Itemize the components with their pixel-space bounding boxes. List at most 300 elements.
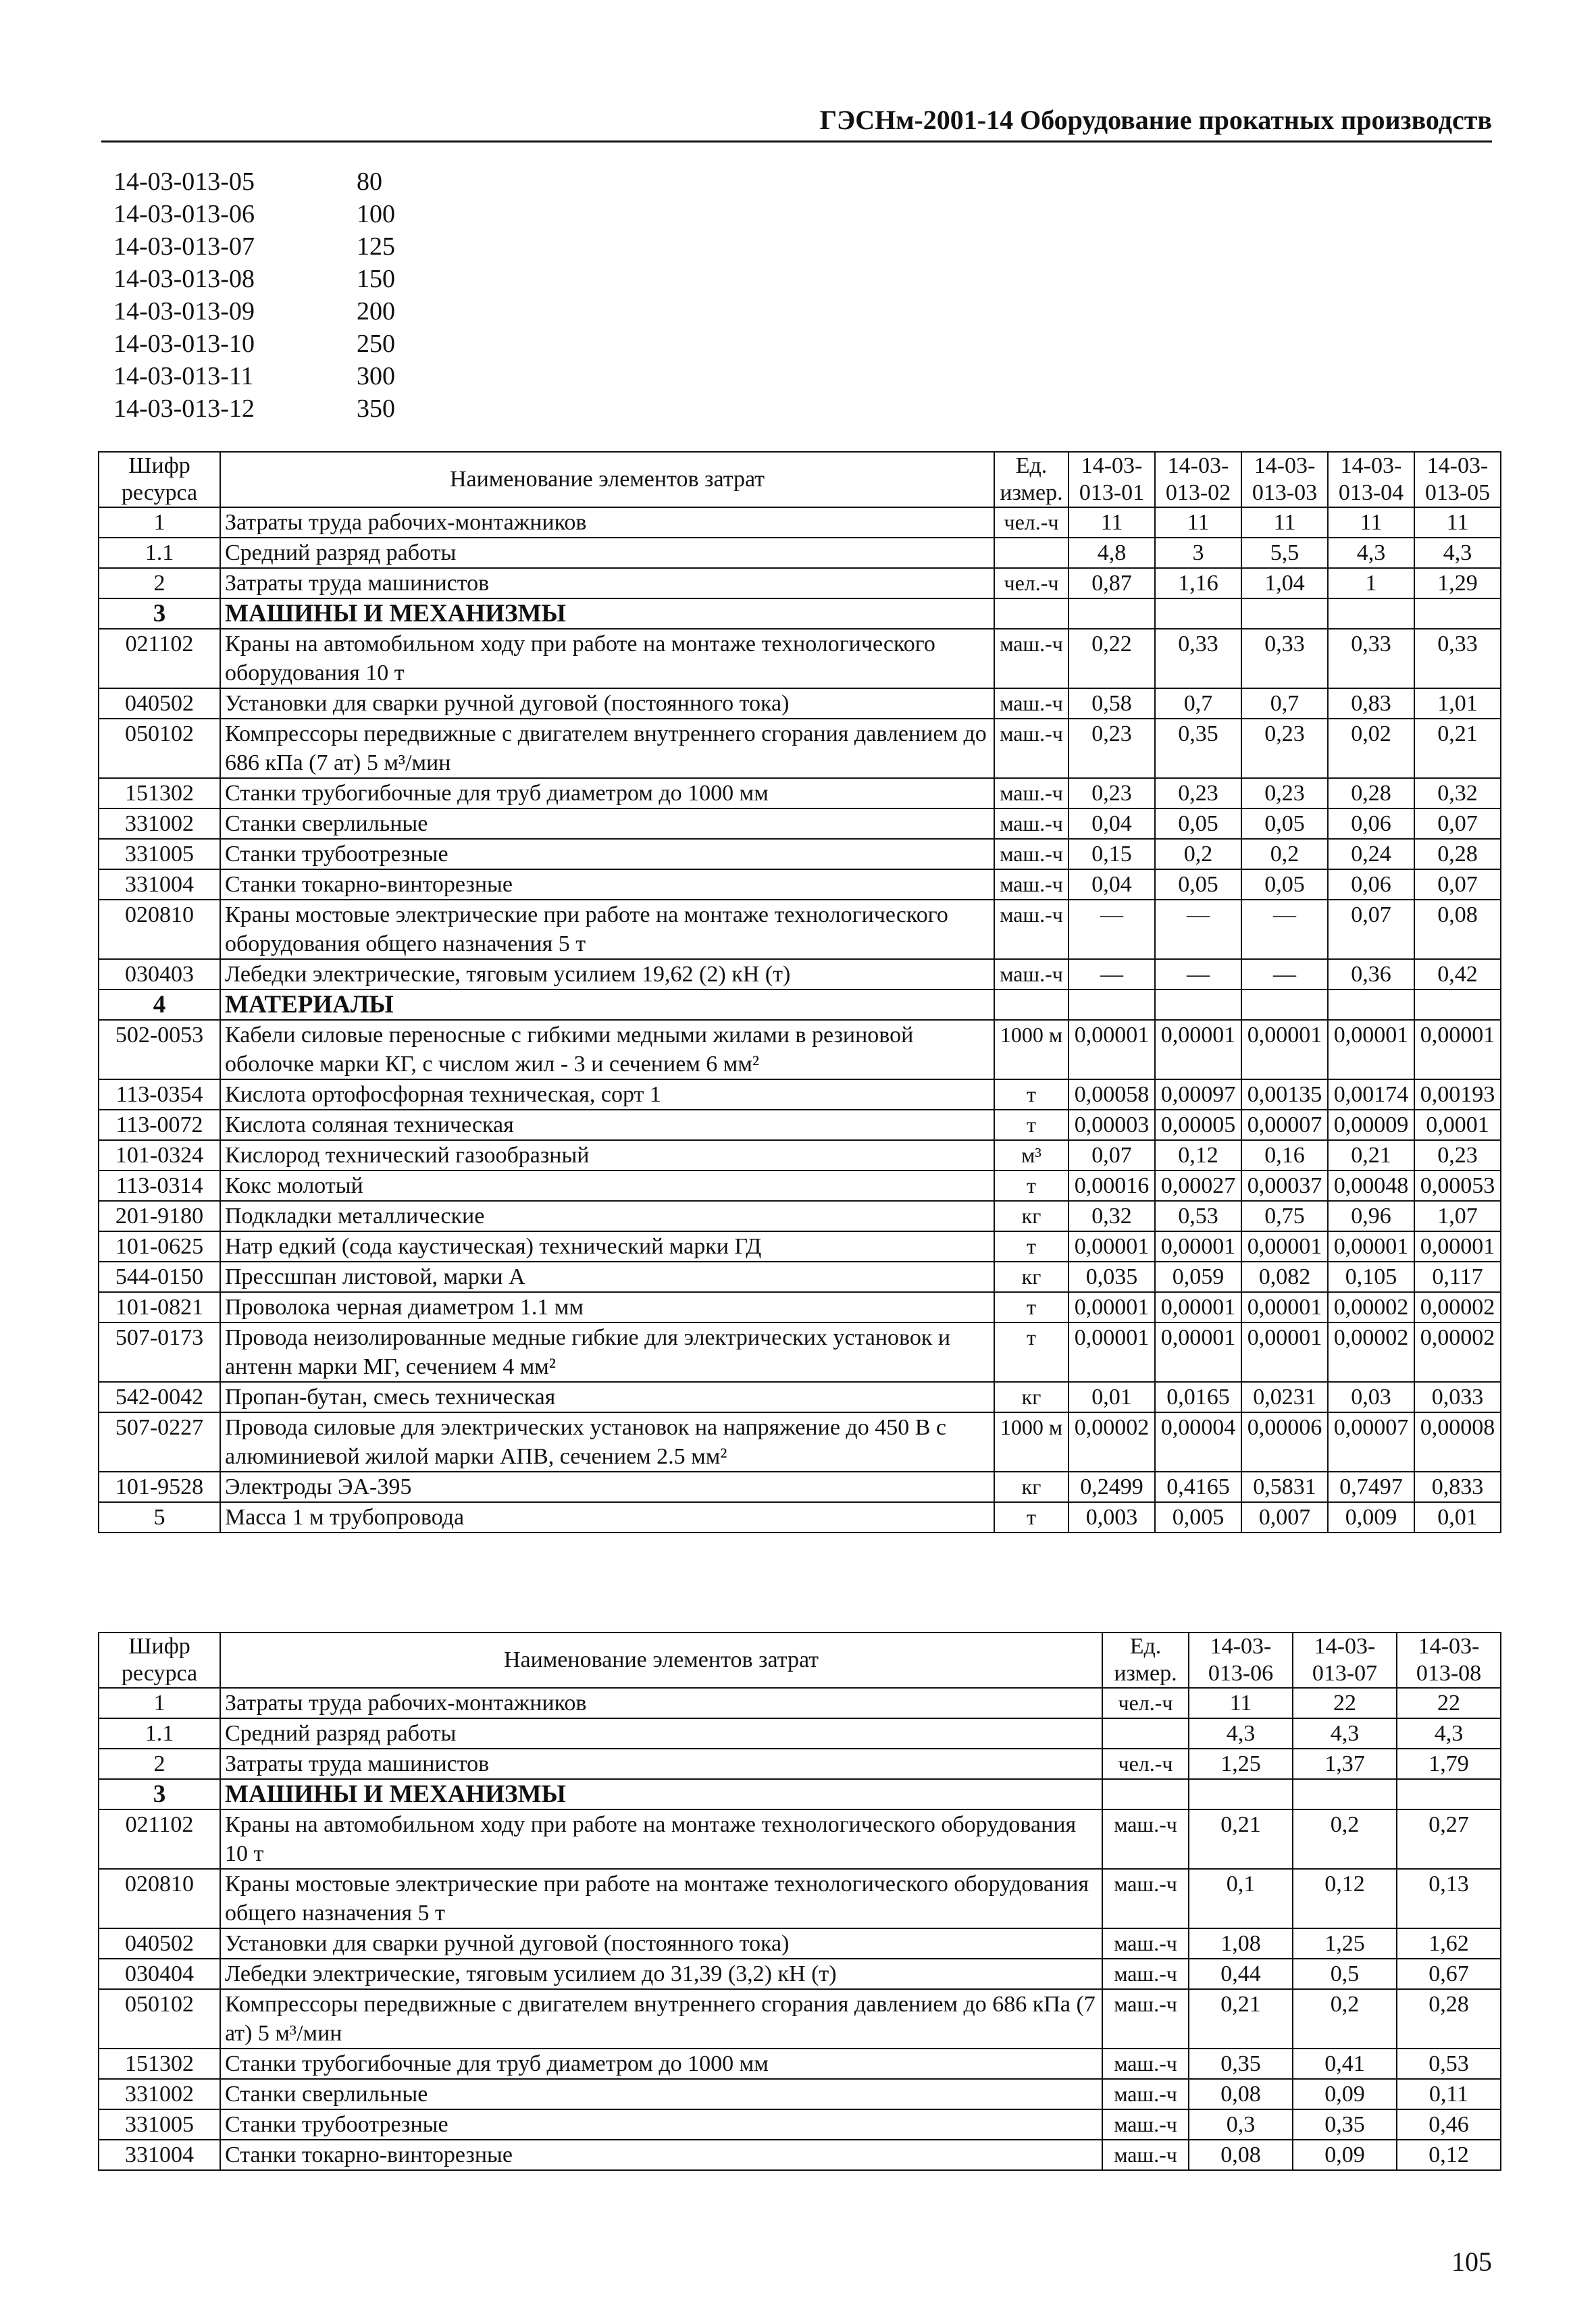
unit-cell: кг [994,1201,1069,1231]
table-row [99,538,1501,568]
resource-code: 502-0053 [99,1020,220,1079]
value-cell: 0,00002 [1328,1292,1414,1322]
code-label: 14-03-013-09 [113,297,255,326]
header-col: 14-03-013-02 [1155,452,1241,507]
value-cell: 0,09 [1293,2079,1397,2109]
value-cell: 0,24 [1328,839,1414,869]
value-cell: 0,833 [1414,1472,1501,1502]
header-code: Шифр ресурса [99,1632,220,1688]
unit-cell: кг [994,1472,1069,1502]
unit-cell: маш.-ч [1102,1869,1189,1928]
resource-code: 544-0150 [99,1262,220,1292]
resource-name: Кокс молотый [220,1171,994,1201]
value-cell: 0,7497 [1328,1472,1414,1502]
value-cell: 0,05 [1155,808,1241,839]
code-label: 14-03-013-11 [113,362,254,390]
value-cell: 0,28 [1397,1989,1501,2049]
value-cell: 0,46 [1397,2109,1501,2140]
value-cell: 4,3 [1328,538,1414,568]
value-cell: 0,41 [1293,2049,1397,2079]
code-row [113,263,395,295]
resource-name: Электроды ЭА-395 [220,1472,994,1502]
value-cell: 0,1 [1189,1869,1293,1928]
table-row [99,2109,1501,2140]
unit-cell: маш.-ч [1102,2140,1189,2170]
value-cell: 0,4165 [1155,1472,1241,1502]
value-cell: 0,00048 [1328,1171,1414,1201]
code-row [113,328,395,360]
code-label: 14-03-013-06 [113,200,255,228]
value-cell: 0,105 [1328,1262,1414,1292]
value-cell: 0,42 [1414,959,1501,989]
value-cell: 0,003 [1069,1502,1155,1533]
value-cell: 0,75 [1241,1201,1328,1231]
table-row [99,989,1501,1020]
value-cell [1069,989,1155,1020]
resource-code: 507-0173 [99,1322,220,1382]
table-row [99,1382,1501,1412]
unit-cell [994,538,1069,568]
value-cell: 1,25 [1293,1928,1397,1959]
table-body [99,1688,1501,2170]
resource-code: 021102 [99,629,220,688]
resource-name: Провода силовые для электрических установок на напряжение до 450 В с алюминиевой жилой марки АПВ, сечением 2.5 мм² [220,1412,994,1472]
unit-cell: кг [994,1382,1069,1412]
resource-code: 331005 [99,839,220,869]
resource-table-2 [98,1632,1501,2171]
value-cell: — [1155,900,1241,959]
value-cell: 0,06 [1328,808,1414,839]
resource-name: Станки токарно-винторезные [220,2140,1102,2170]
value-cell: 0,00097 [1155,1079,1241,1110]
value-cell: 0,02 [1328,719,1414,778]
resource-code: 020810 [99,900,220,959]
value-cell: 0,11 [1397,2079,1501,2109]
value-cell: 0,00007 [1241,1110,1328,1140]
value-cell: 0,04 [1069,808,1155,839]
value-cell: — [1155,959,1241,989]
value-cell: 0,00001 [1155,1231,1241,1262]
resource-code: 331005 [99,2109,220,2140]
value-cell: 0,27 [1397,1809,1501,1869]
code-value-list [113,165,395,425]
value-cell: 0,00005 [1155,1110,1241,1140]
resource-table-1 [98,451,1501,1533]
value-cell [1189,1779,1293,1809]
resource-code: 040502 [99,1928,220,1959]
value-cell: 4,8 [1069,538,1155,568]
resource-code: 101-0324 [99,1140,220,1171]
resource-name: Краны на автомобильном ходу при работе на монтаже технологического оборудования 10 т [220,1809,1102,1869]
value-cell: 0,32 [1414,778,1501,808]
resource-name: Станки трубоотрезные [220,839,994,869]
unit-cell: чел.-ч [994,507,1069,538]
resource-code: 1.1 [99,1718,220,1749]
table-row [99,778,1501,808]
value-cell: 0,44 [1189,1959,1293,1989]
table-row [99,1779,1501,1809]
resource-name: Кислород технический газообразный [220,1140,994,1171]
value-cell: 0,00002 [1069,1412,1155,1472]
value-cell: 0,00001 [1414,1231,1501,1262]
unit-cell: маш.-ч [994,778,1069,808]
resource-code: 050102 [99,1989,220,2049]
resource-name: Станки сверлильные [220,2079,1102,2109]
table-row [99,1110,1501,1140]
resource-code: 3 [99,1779,220,1809]
table-row [99,1959,1501,1989]
value-cell: 1,29 [1414,568,1501,598]
unit-cell: чел.-ч [994,568,1069,598]
header-col: 14-03-013-04 [1328,452,1414,507]
value-cell: 11 [1155,507,1241,538]
value-cell: 0,082 [1241,1262,1328,1292]
header-col: 14-03-013-01 [1069,452,1155,507]
unit-cell: маш.-ч [994,719,1069,778]
value-cell: 0,13 [1397,1869,1501,1928]
value-cell [1241,989,1328,1020]
value-cell: 3 [1155,538,1241,568]
code-value: 300 [357,362,395,390]
resource-name: Проволока черная диаметром 1.1 мм [220,1292,994,1322]
resource-code: 331002 [99,2079,220,2109]
value-cell: 0,08 [1189,2079,1293,2109]
value-cell: 0,7 [1241,688,1328,719]
resource-name: Прессшпан листовой, марки А [220,1262,994,1292]
resource-name: Провода неизолированные медные гибкие для электрических установок и антенн марки МГ, сечением 4 мм² [220,1322,994,1382]
value-cell: 0,21 [1414,719,1501,778]
value-cell: 1,07 [1414,1201,1501,1231]
resource-name: Станки сверлильные [220,808,994,839]
resource-name: Кислота ортофосфорная техническая, сорт 1 [220,1079,994,1110]
table-row [99,1262,1501,1292]
value-cell: 0,05 [1241,808,1328,839]
value-cell: 0,00002 [1328,1322,1414,1382]
value-cell: 0,33 [1414,629,1501,688]
value-cell: 0,059 [1155,1262,1241,1292]
value-cell: 0,21 [1328,1140,1414,1171]
value-cell: 0,00037 [1241,1171,1328,1201]
resource-name: Лебедки электрические, тяговым усилием до 31,39 (3,2) кН (т) [220,1959,1102,1989]
unit-cell: маш.-ч [994,629,1069,688]
value-cell: 0,15 [1069,839,1155,869]
value-cell: 0,28 [1328,778,1414,808]
value-cell: 0,12 [1155,1140,1241,1171]
resource-code: 331004 [99,869,220,900]
value-cell: 0,00007 [1328,1412,1414,1472]
resource-name: Кабели силовые переносные с гибкими медными жилами в резиновой оболочке марки КГ, с числом жил - 3 и сечением 6 мм² [220,1020,994,1079]
unit-cell: т [994,1502,1069,1533]
unit-cell [994,989,1069,1020]
value-cell: 0,0165 [1155,1382,1241,1412]
resource-name: МАТЕРИАЛЫ [220,989,994,1020]
table-body [99,507,1501,1533]
value-cell: 0,05 [1241,869,1328,900]
code-row [113,360,395,392]
value-cell: 0,53 [1155,1201,1241,1231]
resource-code: 201-9180 [99,1201,220,1231]
code-value: 80 [357,168,382,196]
table-header-row [99,452,1501,507]
value-cell: 0,00001 [1414,1020,1501,1079]
value-cell: 1,04 [1241,568,1328,598]
table-row [99,808,1501,839]
code-label: 14-03-013-05 [113,168,255,196]
code-label: 14-03-013-12 [113,394,255,423]
value-cell [1397,1779,1501,1809]
resource-name: Краны мостовые электрические при работе на монтаже технологического оборудования общего назначения 5 т [220,1869,1102,1928]
code-label: 14-03-013-07 [113,232,255,261]
table-row [99,598,1501,629]
code-value: 100 [357,200,395,228]
value-cell: 0,33 [1155,629,1241,688]
value-cell: 0,23 [1414,1140,1501,1171]
value-cell: 0,23 [1241,719,1328,778]
unit-cell: маш.-ч [1102,2049,1189,2079]
value-cell [1293,1779,1397,1809]
value-cell: 0,22 [1069,629,1155,688]
value-cell: 0,23 [1069,719,1155,778]
value-cell: 0,5 [1293,1959,1397,1989]
resource-code: 507-0227 [99,1412,220,1472]
unit-cell: маш.-ч [1102,1989,1189,2049]
value-cell: 0,00001 [1328,1020,1414,1079]
value-cell: 1,16 [1155,568,1241,598]
value-cell: 4,3 [1414,538,1501,568]
resource-name: Краны на автомобильном ходу при работе на монтаже технологического оборудования 10 т [220,629,994,688]
resource-name: МАШИНЫ И МЕХАНИЗМЫ [220,1779,1102,1809]
value-cell: 0,035 [1069,1262,1155,1292]
value-cell [1155,598,1241,629]
table-row [99,688,1501,719]
value-cell: 0,0231 [1241,1382,1328,1412]
unit-cell: маш.-ч [1102,1959,1189,1989]
value-cell: 11 [1328,507,1414,538]
unit-cell: т [994,1079,1069,1110]
value-cell: 11 [1414,507,1501,538]
value-cell: 0,07 [1414,869,1501,900]
table-row [99,1869,1501,1928]
table-row [99,1292,1501,1322]
table-row [99,1928,1501,1959]
resource-name: Затраты труда рабочих-монтажников [220,1688,1102,1718]
code-value: 250 [357,330,395,358]
value-cell: — [1241,900,1328,959]
value-cell: 0,12 [1293,1869,1397,1928]
table-row [99,869,1501,900]
value-cell: 0,23 [1241,778,1328,808]
value-cell: 0,00004 [1155,1412,1241,1472]
value-cell: 0,00001 [1241,1322,1328,1382]
value-cell: 0,2499 [1069,1472,1155,1502]
resource-name: МАШИНЫ И МЕХАНИЗМЫ [220,598,994,629]
value-cell: — [1069,959,1155,989]
table-row [99,1079,1501,1110]
table-row [99,1688,1501,1718]
value-cell [1414,989,1501,1020]
table-row [99,839,1501,869]
table-row [99,1989,1501,2049]
value-cell: 0,07 [1069,1140,1155,1171]
resource-name: Компрессоры передвижные с двигателем внутреннего сгорания давлением до 686 кПа (7 ат) 5 м³/мин [220,719,994,778]
resource-name: Кислота соляная техническая [220,1110,994,1140]
table-row [99,1140,1501,1171]
resource-name: Масса 1 м трубопровода [220,1502,994,1533]
value-cell: 0,07 [1414,808,1501,839]
unit-cell: т [994,1292,1069,1322]
value-cell: 1,79 [1397,1749,1501,1779]
code-label: 14-03-013-10 [113,330,255,358]
resource-code: 101-9528 [99,1472,220,1502]
value-cell: 11 [1069,507,1155,538]
resource-name: Установки для сварки ручной дуговой (постоянного тока) [220,1928,1102,1959]
table-header-row [99,1632,1501,1688]
unit-cell [1102,1779,1189,1809]
resource-code: 021102 [99,1809,220,1869]
value-cell: 0,07 [1328,900,1414,959]
unit-cell: маш.-ч [994,900,1069,959]
resource-name: Станки трубогибочные для труб диаметром до 1000 мм [220,2049,1102,2079]
value-cell: 0,00058 [1069,1079,1155,1110]
value-cell: 0,35 [1293,2109,1397,2140]
value-cell: 1,62 [1397,1928,1501,1959]
value-cell: — [1069,900,1155,959]
header-title: ГЭСНм-2001-14 Оборудование прокатных производств [819,105,1492,135]
value-cell: 0,01 [1069,1382,1155,1412]
value-cell: 0,7 [1155,688,1241,719]
value-cell: 1 [1328,568,1414,598]
value-cell: 0,00135 [1241,1079,1328,1110]
value-cell: 0,007 [1241,1502,1328,1533]
resource-code: 542-0042 [99,1382,220,1412]
table-row [99,1171,1501,1201]
header-col: 14-03-013-05 [1414,452,1501,507]
table-row [99,1718,1501,1749]
unit-cell: м³ [994,1140,1069,1171]
table-row [99,1201,1501,1231]
value-cell: 0,32 [1069,1201,1155,1231]
unit-cell: маш.-ч [1102,2109,1189,2140]
unit-cell: маш.-ч [1102,2079,1189,2109]
resource-name: Затраты труда машинистов [220,1749,1102,1779]
table-row [99,1502,1501,1533]
resource-name: Компрессоры передвижные с двигателем внутреннего сгорания давлением до 686 кПа (7 ат) 5 м³/мин [220,1989,1102,2049]
resource-name: Натр едкий (сода каустическая) технический марки ГД [220,1231,994,1262]
value-cell: 0,00001 [1241,1231,1328,1262]
value-cell: 0,00002 [1414,1322,1501,1382]
resource-code: 030403 [99,959,220,989]
value-cell: 0,03 [1328,1382,1414,1412]
resource-name: Средний разряд работы [220,538,994,568]
table-row [99,1020,1501,1079]
resource-code: 3 [99,598,220,629]
code-value: 350 [357,394,395,423]
resource-name: Затраты труда машинистов [220,568,994,598]
header-name: Наименование элементов затрат [220,1632,1102,1688]
unit-cell: маш.-ч [1102,1928,1189,1959]
resource-name: Подкладки металлические [220,1201,994,1231]
value-cell: 1,01 [1414,688,1501,719]
value-cell: 1,25 [1189,1749,1293,1779]
value-cell: 0,033 [1414,1382,1501,1412]
resource-code: 113-0072 [99,1110,220,1140]
resource-name: Станки трубоотрезные [220,2109,1102,2140]
unit-cell: маш.-ч [994,839,1069,869]
resource-code: 030404 [99,1959,220,1989]
value-cell: 0,01 [1414,1502,1501,1533]
resource-code: 331004 [99,2140,220,2170]
code-row [113,230,395,263]
resource-code: 101-0821 [99,1292,220,1322]
value-cell: 0,12 [1397,2140,1501,2170]
header-unit: Ед. измер. [994,452,1069,507]
value-cell: 0,96 [1328,1201,1414,1231]
value-cell: 0,005 [1155,1502,1241,1533]
value-cell: 0,2 [1293,1989,1397,2049]
table-row [99,1472,1501,1502]
header-col: 14-03-013-06 [1189,1632,1293,1688]
header-name: Наименование элементов затрат [220,452,994,507]
value-cell: 0,05 [1155,869,1241,900]
value-cell: 0,00002 [1414,1292,1501,1322]
code-row [113,165,395,198]
value-cell: 0,35 [1189,2049,1293,2079]
value-cell: 0,00016 [1069,1171,1155,1201]
value-cell: 0,36 [1328,959,1414,989]
resource-code: 1 [99,507,220,538]
unit-cell: маш.-ч [994,869,1069,900]
value-cell: 0,67 [1397,1959,1501,1989]
value-cell: 11 [1241,507,1328,538]
value-cell: 0,23 [1155,778,1241,808]
value-cell [1069,598,1155,629]
value-cell [1414,598,1501,629]
code-row [113,295,395,328]
value-cell: 22 [1397,1688,1501,1718]
resource-code: 040502 [99,688,220,719]
code-label: 14-03-013-08 [113,265,255,293]
value-cell: 0,00009 [1328,1110,1414,1140]
value-cell: 0,00001 [1241,1292,1328,1322]
unit-cell: кг [994,1262,1069,1292]
code-value: 150 [357,265,395,293]
value-cell: 0,00027 [1155,1171,1241,1201]
value-cell: 0,00193 [1414,1079,1501,1110]
resource-name: Краны мостовые электрические при работе на монтаже технологического оборудования общего назначения 5 т [220,900,994,959]
unit-cell: чел.-ч [1102,1749,1189,1779]
unit-cell: чел.-ч [1102,1688,1189,1718]
value-cell: 0,08 [1414,900,1501,959]
value-cell: 0,21 [1189,1989,1293,2049]
value-cell: 0,00053 [1414,1171,1501,1201]
value-cell: 0,21 [1189,1809,1293,1869]
value-cell [1241,598,1328,629]
header-code: Шифр ресурса [99,452,220,507]
table-row [99,1809,1501,1869]
value-cell: 0,00003 [1069,1110,1155,1140]
value-cell: 0,28 [1414,839,1501,869]
header-col: 14-03-013-07 [1293,1632,1397,1688]
value-cell: 0,3 [1189,2109,1293,2140]
table-row [99,568,1501,598]
table-row [99,629,1501,688]
table-row [99,1749,1501,1779]
unit-cell [1102,1718,1189,1749]
value-cell: 0,009 [1328,1502,1414,1533]
value-cell: 0,117 [1414,1262,1501,1292]
resource-code: 331002 [99,808,220,839]
table-row [99,1412,1501,1472]
